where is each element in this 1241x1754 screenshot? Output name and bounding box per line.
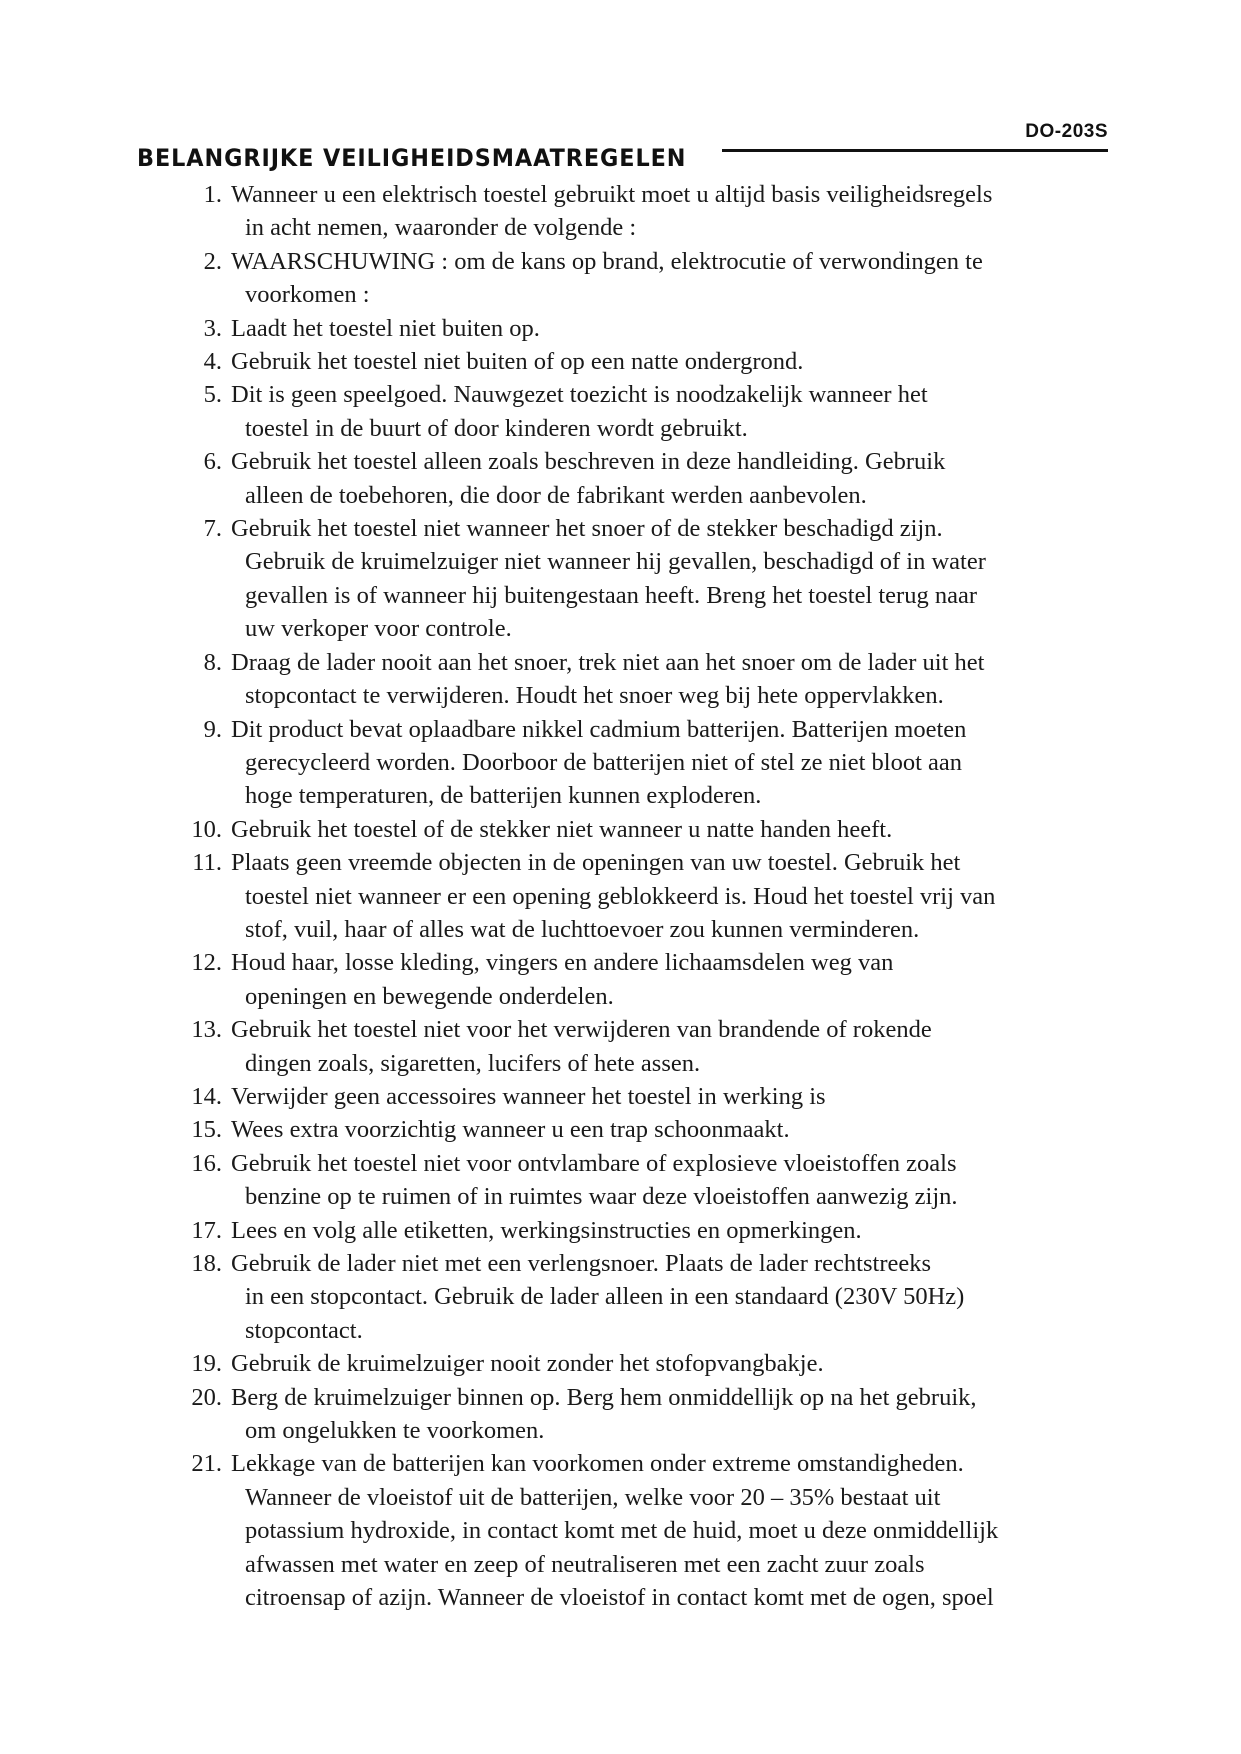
- page-title: BELANGRIJKE VEILIGHEIDSMAATREGELEN: [137, 144, 687, 172]
- list-item: [160, 1013, 1120, 1080]
- item-text-line: stopcontact.: [245, 1316, 363, 1344]
- list-item: [160, 1147, 1120, 1214]
- item-text-line: Plaats geen vreemde objecten in de openingen van uw toestel. Gebruik het: [231, 849, 961, 877]
- item-text-line: Gebruik het toestel of de stekker niet wanneer u natte handen heeft.: [231, 815, 893, 843]
- item-text: [222, 1247, 1120, 1347]
- model-code: DO-203S: [1025, 121, 1108, 142]
- item-number: 6.: [203, 448, 222, 476]
- item-text-line: toestel niet wanneer er een opening geblokkeerd is. Houd het toestel vrij van: [245, 882, 996, 910]
- item-text: [222, 1013, 1120, 1080]
- list-item: [160, 1080, 1120, 1113]
- item-text-line: uw verkoper voor controle.: [245, 615, 512, 643]
- item-number: 19.: [191, 1350, 222, 1378]
- item-text-line: benzine op te ruimen of in ruimtes waar deze vloeistoffen aanwezig zijn.: [245, 1183, 958, 1211]
- item-text-line: Gebruik het toestel alleen zoals beschreven in deze handleiding. Gebruik: [231, 448, 946, 476]
- item-number: 7.: [203, 515, 222, 543]
- item-text-line: Gebruik de kruimelzuiger niet wanneer hij gevallen, beschadigd of in water: [245, 548, 986, 576]
- list-item: [160, 445, 1120, 512]
- list-item: [160, 646, 1120, 713]
- item-number: 5.: [203, 381, 222, 409]
- section-header: [137, 144, 1108, 172]
- list-item: [160, 1447, 1120, 1614]
- item-number: 3.: [203, 314, 222, 342]
- item-text: [222, 445, 1120, 512]
- item-text-line: citroensap of azijn. Wanneer de vloeistof in contact komt met de ogen, spoel: [245, 1584, 994, 1612]
- item-number: 17.: [191, 1216, 222, 1244]
- item-number: 15.: [191, 1116, 222, 1144]
- item-text: [222, 1147, 1120, 1214]
- item-text-line: afwassen met water en zeep of neutraliseren met een zacht zuur zoals: [245, 1550, 925, 1578]
- item-text-line: stof, vuil, haar of alles wat de luchttoevoer zou kunnen verminderen.: [245, 915, 920, 943]
- list-item: [160, 178, 1120, 245]
- list-item: [160, 713, 1120, 813]
- item-number: 12.: [191, 949, 222, 977]
- item-text-line: Gebruik de kruimelzuiger nooit zonder het stofopvangbakje.: [231, 1350, 824, 1378]
- item-text: [222, 1381, 1120, 1448]
- list-item: [160, 1247, 1120, 1347]
- item-number: 16.: [191, 1149, 222, 1177]
- item-text-line: Draag de lader nooit aan het snoer, trek niet aan het snoer om de lader uit het: [231, 648, 985, 676]
- item-text-line: Wanneer de vloeistof uit de batterijen, welke voor 20 – 35% bestaat uit: [245, 1483, 941, 1511]
- item-text: [222, 512, 1120, 646]
- list-item: [160, 846, 1120, 946]
- list-item: [160, 378, 1120, 445]
- item-text: [222, 1214, 1120, 1247]
- item-text: [222, 345, 1120, 378]
- item-text: [222, 178, 1120, 245]
- item-text-line: Gebruik het toestel niet voor het verwijderen van brandende of rokende: [231, 1016, 932, 1044]
- list-item: [160, 1214, 1120, 1247]
- item-text-line: Laadt het toestel niet buiten op.: [231, 314, 540, 342]
- list-item: [160, 946, 1120, 1013]
- item-text-line: Gebruik de lader niet met een verlengsnoer. Plaats de lader rechtstreeks: [231, 1250, 932, 1277]
- item-text-line: openingen en bewegende onderdelen.: [245, 982, 614, 1010]
- safety-instructions-list: [160, 178, 1120, 1614]
- item-text-line: potassium hydroxide, in contact komt met de huid, moet u deze onmiddellijk: [245, 1517, 999, 1545]
- list-item: [160, 312, 1120, 345]
- item-text: [222, 646, 1120, 713]
- item-number: 4.: [203, 348, 222, 376]
- item-text-line: hoge temperaturen, de batterijen kunnen exploderen.: [245, 782, 762, 810]
- item-text-line: dingen zoals, sigaretten, lucifers of hete assen.: [245, 1049, 701, 1077]
- list-item: [160, 245, 1120, 312]
- item-number: 20.: [191, 1383, 222, 1411]
- item-text-line: Wanneer u een elektrisch toestel gebruikt moet u altijd basis veiligheidsregels: [231, 181, 993, 208]
- item-text-line: Gebruik het toestel niet buiten of op een natte ondergrond.: [231, 348, 804, 376]
- item-text-line: Dit is geen speelgoed. Nauwgezet toezicht is noodzakelijk wanneer het: [231, 381, 928, 409]
- item-number: 11.: [192, 849, 222, 877]
- item-text-line: voorkomen :: [245, 281, 370, 309]
- item-text-line: Gebruik het toestel niet wanneer het snoer of de stekker beschadigd zijn.: [231, 515, 943, 543]
- item-number: 2.: [203, 247, 222, 275]
- list-item: [160, 345, 1120, 378]
- list-item: [160, 1381, 1120, 1448]
- item-text-line: gerecycleerd worden. Doorboor de batterijen niet of stel ze niet bloot aan: [245, 748, 963, 776]
- item-text-line: Lekkage van de batterijen kan voorkomen onder extreme omstandigheden.: [231, 1450, 964, 1478]
- item-text: [222, 1447, 1120, 1614]
- item-text: [222, 245, 1120, 312]
- item-number: 14.: [191, 1082, 222, 1110]
- item-text-line: gevallen is of wanneer hij buitengestaan heeft. Breng het toestel terug naar: [245, 581, 977, 609]
- item-text-line: in een stopcontact. Gebruik de lader alleen in een standaard (230V 50Hz): [245, 1283, 965, 1311]
- item-text-line: Gebruik het toestel niet voor ontvlambare of explosieve vloeistoffen zoals: [231, 1149, 957, 1177]
- list-item: [160, 813, 1120, 846]
- item-text-line: WAARSCHUWING : om de kans op brand, elektrocutie of verwondingen te: [231, 247, 983, 275]
- item-text: [222, 946, 1120, 1013]
- item-number: 1.: [203, 181, 222, 208]
- item-number: 18.: [191, 1250, 222, 1277]
- item-number: 13.: [191, 1016, 222, 1044]
- item-number: 8.: [203, 648, 222, 676]
- item-text-line: stopcontact te verwijderen. Houdt het snoer weg bij hete oppervlakken.: [245, 682, 944, 710]
- item-text: [222, 1113, 1120, 1146]
- item-text-line: in acht nemen, waaronder de volgende :: [245, 214, 637, 242]
- item-text-line: om ongelukken te voorkomen.: [245, 1417, 545, 1445]
- item-text-line: Wees extra voorzichtig wanneer u een trap schoonmaakt.: [231, 1116, 790, 1144]
- list-item: [160, 1113, 1120, 1146]
- list-item: [160, 1347, 1120, 1380]
- item-text-line: Houd haar, losse kleding, vingers en andere lichaamsdelen weg van: [231, 949, 894, 977]
- item-text: [222, 713, 1120, 813]
- item-text-line: Lees en volg alle etiketten, werkingsinstructies en opmerkingen.: [231, 1216, 862, 1244]
- item-text-line: toestel in de buurt of door kinderen wordt gebruikt.: [245, 414, 748, 442]
- item-text-line: Berg de kruimelzuiger binnen op. Berg hem onmiddellijk op na het gebruik,: [231, 1383, 977, 1411]
- item-text: [222, 846, 1120, 946]
- item-number: 21.: [191, 1450, 222, 1478]
- item-number: 10.: [191, 815, 222, 843]
- item-text: [222, 1347, 1120, 1380]
- item-number: 9.: [203, 715, 222, 743]
- item-text: [222, 378, 1120, 445]
- item-text: [222, 813, 1120, 846]
- list-item: [160, 512, 1120, 646]
- item-text-line: Verwijder geen accessoires wanneer het toestel in werking is: [231, 1082, 826, 1110]
- item-text-line: Dit product bevat oplaadbare nikkel cadmium batterijen. Batterijen moeten: [231, 715, 967, 743]
- item-text-line: alleen de toebehoren, die door de fabrikant werden aanbevolen.: [245, 481, 867, 509]
- title-underline: [722, 149, 1108, 152]
- item-text: [222, 1080, 1120, 1113]
- item-text: [222, 312, 1120, 345]
